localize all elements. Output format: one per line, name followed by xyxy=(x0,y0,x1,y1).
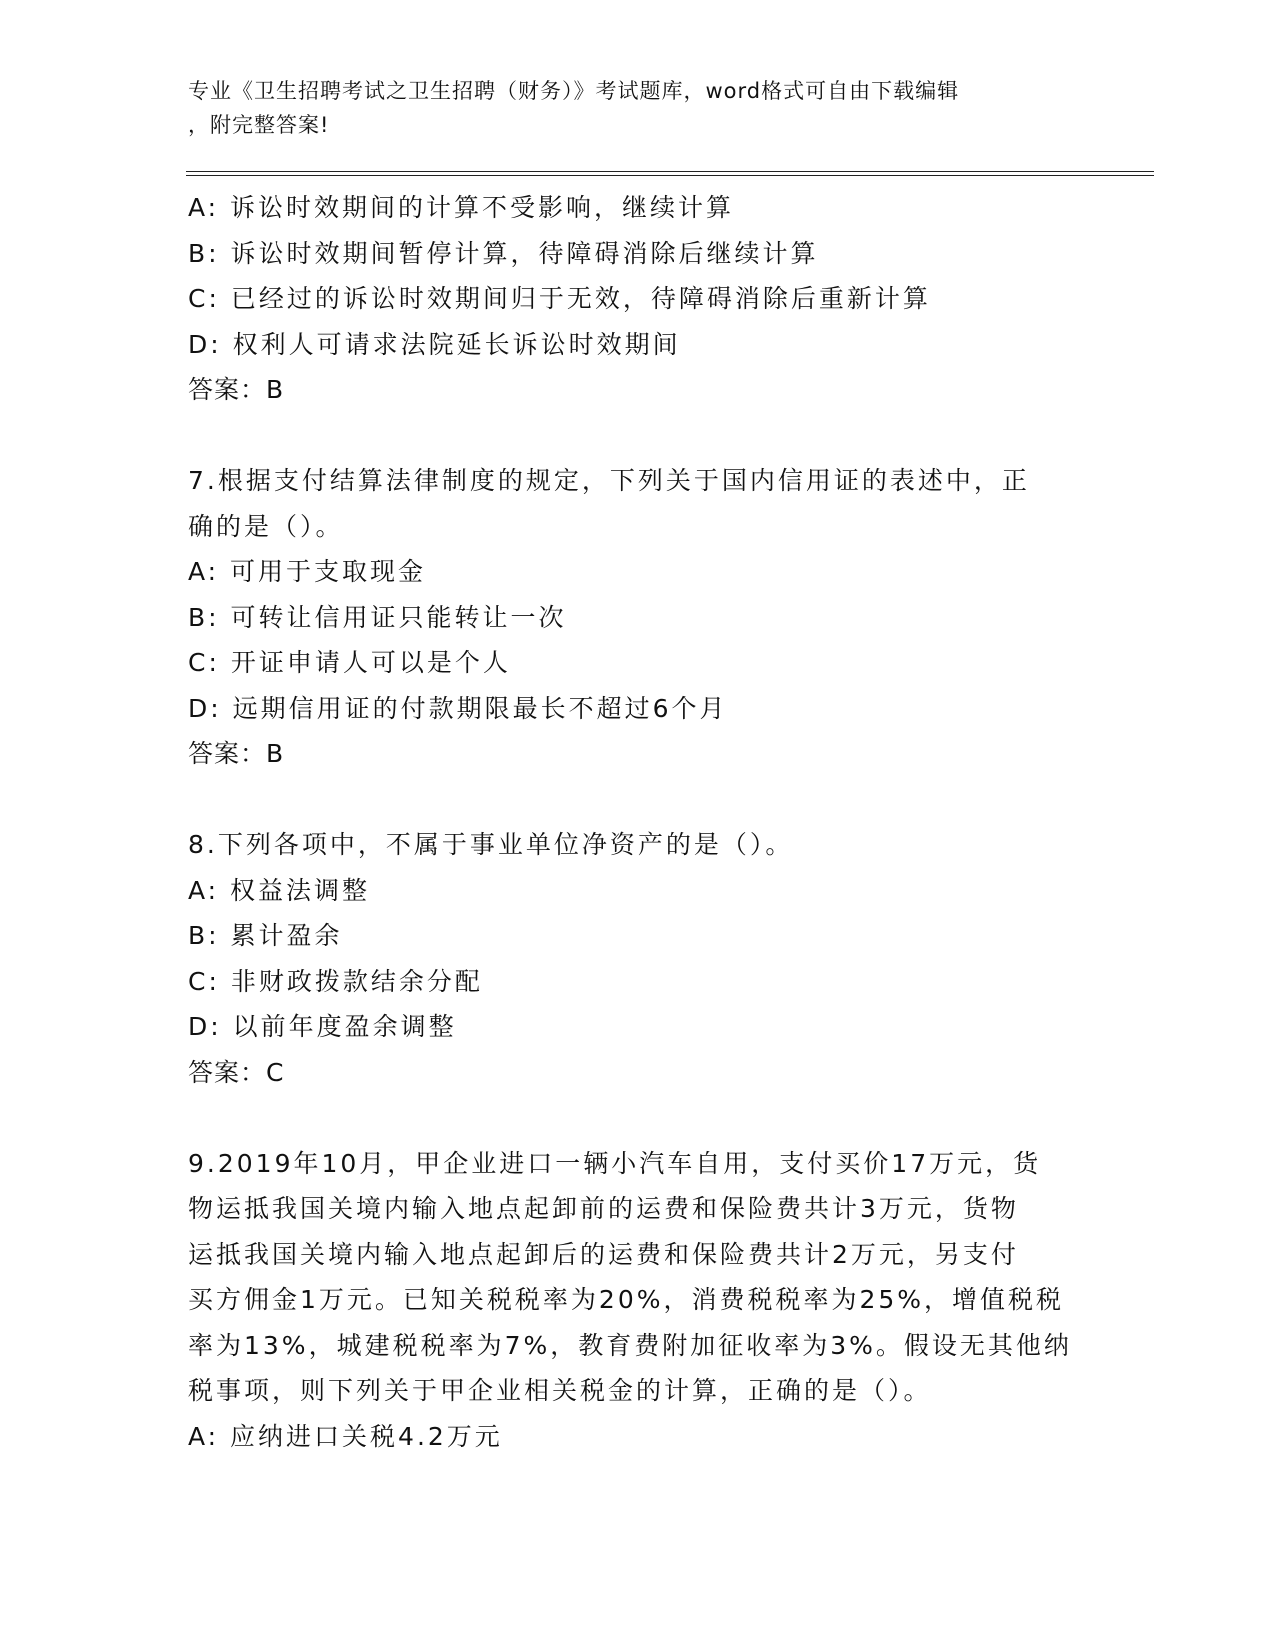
spacer xyxy=(188,413,1088,459)
header-line-1: 专业《卫生招聘考试之卫生招聘（财务）》考试题库，word格式可自由下载编辑 xyxy=(188,79,960,103)
option-d: D: 远期信用证的付款期限最长不超过6个月 xyxy=(188,693,728,723)
question-stem: 运抵我国关境内输入地点起卸后的运费和保险费共计2万元，另支付 xyxy=(188,1239,1019,1269)
question-6 xyxy=(188,185,1088,413)
option-a: A: 可用于支取现金 xyxy=(188,557,427,586)
option-c: C: 非财政拨款结余分配 xyxy=(188,966,483,996)
header-line-2: ，附完整答案! xyxy=(188,113,330,137)
spacer xyxy=(188,777,1088,823)
question-stem: 9.2019年10月，甲企业进口一辆小汽车自用，支付买价17万元，货 xyxy=(188,1148,1042,1178)
question-content xyxy=(188,185,1088,1459)
question-stem: 买方佣金1万元。已知关税税率为20%，消费税税率为25%，增值税税 xyxy=(188,1285,1065,1314)
option-a: A: 应纳进口关税4.2万元 xyxy=(188,1421,503,1451)
answer: 答案：B xyxy=(188,739,285,768)
question-9 xyxy=(188,1141,1088,1460)
document-header xyxy=(188,74,1088,142)
option-a: A: 权益法调整 xyxy=(188,875,371,905)
question-stem: 确的是（）。 xyxy=(188,511,344,541)
question-7 xyxy=(188,458,1088,777)
option-b: B: 诉讼时效期间暂停计算，待障碍消除后继续计算 xyxy=(188,238,819,268)
answer: 答案：C xyxy=(188,1057,285,1087)
question-stem: 7.根据支付结算法律制度的规定，下列关于国内信用证的表述中，正 xyxy=(188,466,1030,495)
option-d: D: 以前年度盈余调整 xyxy=(188,1012,457,1041)
option-c: C: 开证申请人可以是个人 xyxy=(188,648,511,677)
answer: 答案：B xyxy=(188,375,285,404)
option-a: A: 诉讼时效期间的计算不受影响，继续计算 xyxy=(188,193,735,222)
option-d: D: 权利人可请求法院延长诉讼时效期间 xyxy=(188,329,681,359)
question-stem: 8.下列各项中，不属于事业单位净资产的是（）。 xyxy=(188,830,794,859)
header-rule-top xyxy=(186,171,1154,172)
question-stem: 率为13%，城建税税率为7%，教育费附加征收率为3%。假设无其他纳 xyxy=(188,1330,1072,1360)
option-b: B: 可转让信用证只能转让一次 xyxy=(188,602,567,632)
question-8 xyxy=(188,822,1088,1095)
header-rule-bottom xyxy=(186,175,1154,176)
question-stem: 物运抵我国关境内输入地点起卸前的运费和保险费共计3万元，货物 xyxy=(188,1194,1019,1223)
question-stem: 税事项，则下列关于甲企业相关税金的计算，正确的是（）。 xyxy=(188,1376,932,1405)
option-b: B: 累计盈余 xyxy=(188,921,343,950)
spacer xyxy=(188,1095,1088,1141)
option-c: C: 已经过的诉讼时效期间归于无效，待障碍消除后重新计算 xyxy=(188,284,931,313)
